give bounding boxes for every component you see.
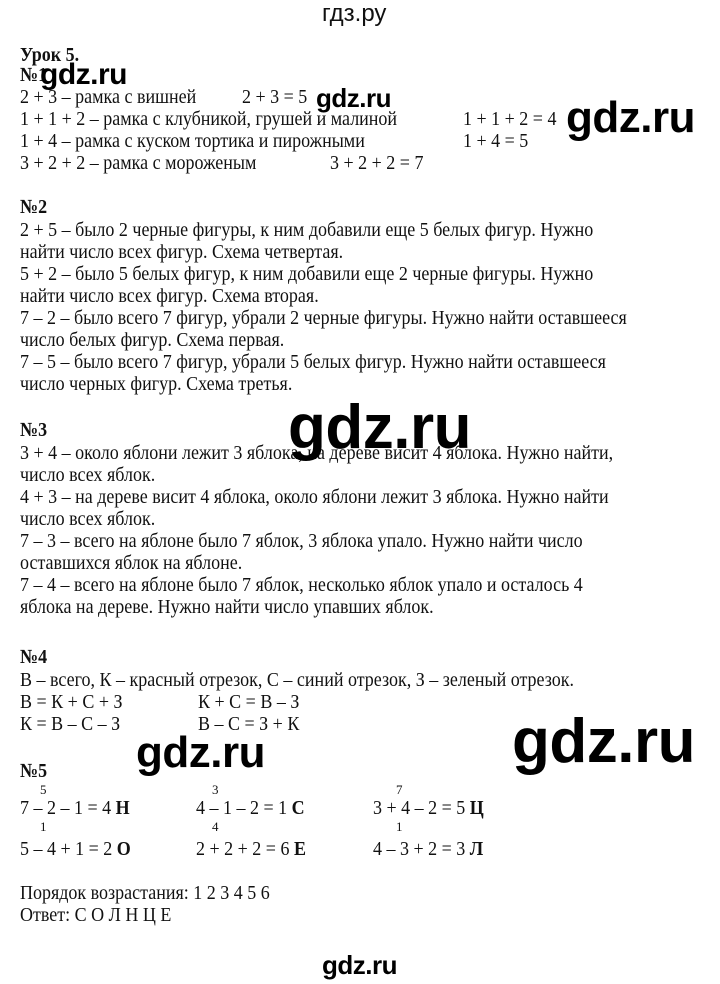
task2-line: 7 – 2 – было всего 7 фигур, убрали 2 черные фигуры. Нужно найти оставшееся [20, 307, 627, 329]
task5-sup: 7 [396, 782, 403, 797]
task5-sup: 4 [212, 819, 219, 834]
task5-answer: Ответ: С О Л Н Ц Е [20, 904, 172, 926]
task5-eq [20, 797, 130, 819]
watermark: gdz.ru [512, 707, 695, 776]
task5-eq [196, 797, 305, 819]
eq-text: 2 + 2 + 2 = 6 [196, 838, 290, 860]
task1-row-eq: 2 + 3 = 5 [242, 86, 308, 108]
eq-letter: О [116, 838, 131, 860]
eq-text: 7 – 2 – 1 = 4 [20, 797, 112, 819]
task2-line: найти число всех фигур. Схема четвертая. [20, 241, 344, 263]
task5-label: №5 [20, 760, 48, 782]
eq-text: 4 – 1 – 2 = 1 [196, 797, 288, 819]
watermark: gdz.ru [566, 93, 695, 142]
task2-line: число черных фигур. Схема третья. [20, 373, 293, 395]
task2-line: 7 – 5 – было всего 7 фигур, убрали 5 белых фигур. Нужно найти оставшееся [20, 351, 606, 373]
task5-order: Порядок возрастания: 1 2 3 4 5 6 [20, 882, 270, 904]
task3-line: 7 – 4 – всего на яблоне было 7 яблок, несколько яблок упало и осталось 4 [20, 574, 583, 596]
task5-sup: 5 [40, 782, 47, 797]
watermark: gdz.ru [316, 83, 391, 113]
task1-row-text: 1 + 1 + 2 – рамка с клубникой, грушей и малиной [20, 108, 398, 130]
task4-label: №4 [20, 646, 48, 668]
task4-eq: К + С = В – З [198, 691, 300, 713]
eq-letter: Л [469, 838, 484, 860]
task5-eq [373, 838, 483, 860]
task3-line: число всех яблок. [20, 508, 156, 530]
task2-label: №2 [20, 196, 48, 218]
task2-line: число белых фигур. Схема первая. [20, 329, 285, 351]
task1-row-text: 2 + 3 – рамка с вишней [20, 86, 197, 108]
task2-line: найти число всех фигур. Схема вторая. [20, 285, 319, 307]
task1-row-eq: 3 + 2 + 2 = 7 [330, 152, 424, 174]
task3-label: №3 [20, 419, 48, 441]
task3-line: оставшихся яблок на яблоне. [20, 552, 243, 574]
task3-line: число всех яблок. [20, 464, 156, 486]
task5-eq [196, 838, 306, 860]
task1-row-eq: 1 + 1 + 2 = 4 [463, 108, 557, 130]
watermark: gdz.ru [288, 393, 471, 462]
lesson-title: Урок 5. [20, 44, 80, 66]
task2-line: 2 + 5 – было 2 черные фигуры, к ним добавили еще 5 белых фигур. Нужно [20, 219, 594, 241]
eq-letter: Е [293, 838, 306, 860]
task1-row-text: 3 + 2 + 2 – рамка с мороженым [20, 152, 257, 174]
eq-letter: Н [115, 797, 130, 819]
task5-sup: 1 [40, 819, 47, 834]
eq-text: 5 – 4 + 1 = 2 [20, 838, 113, 860]
task4-eq: К = В – С – З [20, 713, 121, 735]
watermark: gdz.ru [40, 58, 127, 91]
eq-text: 4 – 3 + 2 = 3 [373, 838, 466, 860]
task5-sup: 1 [396, 819, 403, 834]
watermark: gdz.ru [322, 950, 397, 980]
eq-letter: Ц [469, 797, 484, 819]
task3-line: 3 + 4 – около яблони лежит 3 яблока, на дереве висит 4 яблока. Нужно найти, [20, 442, 614, 464]
watermark: gdz.ru [136, 728, 265, 777]
task2-line: 5 + 2 – было 5 белых фигур, к ним добавили еще 2 черные фигуры. Нужно [20, 263, 594, 285]
task4-eq: В – С = З + К [198, 713, 300, 735]
task4-legend: В – всего, К – красный отрезок, С – синий отрезок, З – зеленый отрезок. [20, 669, 575, 691]
task1-label: №1 [20, 64, 48, 86]
eq-text: 3 + 4 – 2 = 5 [373, 797, 466, 819]
task3-line: 7 – 3 – всего на яблоне было 7 яблок, 3 яблока упало. Нужно найти число [20, 530, 583, 552]
site-title[interactable]: гдз.ру [322, 0, 387, 27]
task3-line: 4 + 3 – на дереве висит 4 яблока, около яблони лежит 3 яблока. Нужно найти [20, 486, 609, 508]
task5-sup: 3 [212, 782, 219, 797]
eq-letter: С [291, 797, 305, 819]
task1-row-text: 1 + 4 – рамка с куском тортика и пирожными [20, 130, 365, 152]
task5-eq [20, 838, 131, 860]
task5-eq [373, 797, 484, 819]
task1-row-eq: 1 + 4 = 5 [463, 130, 529, 152]
task4-eq: В = К + С + З [20, 691, 123, 713]
task3-line: яблока на дереве. Нужно найти число упавших яблок. [20, 596, 434, 618]
